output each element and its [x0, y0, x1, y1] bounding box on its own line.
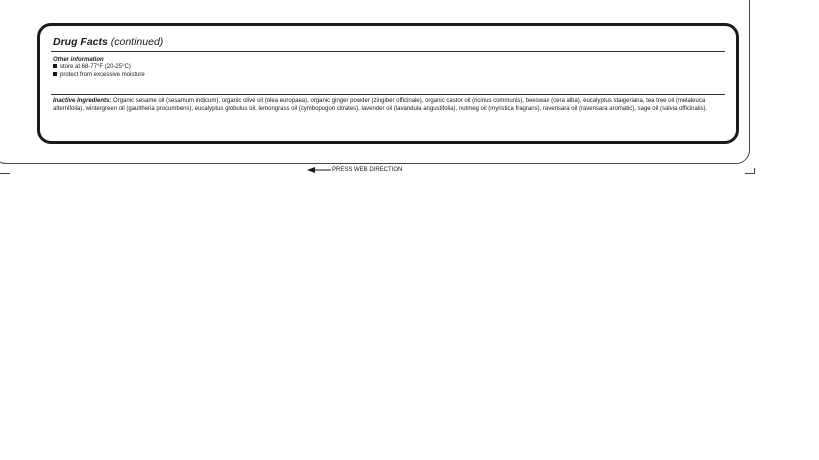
list-item: [53, 72, 145, 80]
crop-mark-left: [0, 173, 10, 174]
drug-facts-title: [53, 36, 163, 48]
bullet-square-icon: [53, 64, 57, 68]
inactive-ingredients-label: Inactive Ingredients:: [53, 98, 112, 104]
arrow-left-icon: [307, 167, 331, 173]
drug-facts-title-bold: Drug Facts: [53, 36, 108, 48]
press-web-direction-label: PRESS WEB DIRECTION: [332, 167, 403, 173]
list-item-text: protect from excessive moisture: [60, 71, 145, 78]
drug-facts-panel: [37, 23, 739, 144]
crop-mark-tick: [754, 168, 755, 174]
press-web-direction: [307, 165, 402, 175]
other-information-list: [53, 64, 145, 79]
inactive-ingredients: [53, 98, 725, 113]
bullet-square-icon: [53, 72, 57, 76]
drug-facts-title-continued: (continued): [107, 36, 164, 48]
other-information-heading: Other information: [53, 57, 104, 63]
list-item-text: store at 68-77°F (20-25°C): [60, 64, 131, 70]
list-item: [53, 64, 145, 72]
section-divider: [51, 94, 725, 95]
title-divider: [51, 51, 725, 52]
inactive-ingredients-text: Organic sesame oil (sesamum indicum), organic olive oil (olea europaea), organic ginger powder (zingiber officinale), organic castor oil (ricinus communis), beeswax (cera alba), eucalyptus staigeriana, tea tree oil (melaleuca alternifolia), wintergreen oil (gaultheria procumbens), eucalyptus globulus oil, lemongrass oil (cymbopogon citrates), lavender oil (lavandula angustifolia), nutmeg oil (myristica fragrans), ravensara oil (ravensara aromatic), sage oil (salvia officinalis).: [53, 98, 708, 112]
